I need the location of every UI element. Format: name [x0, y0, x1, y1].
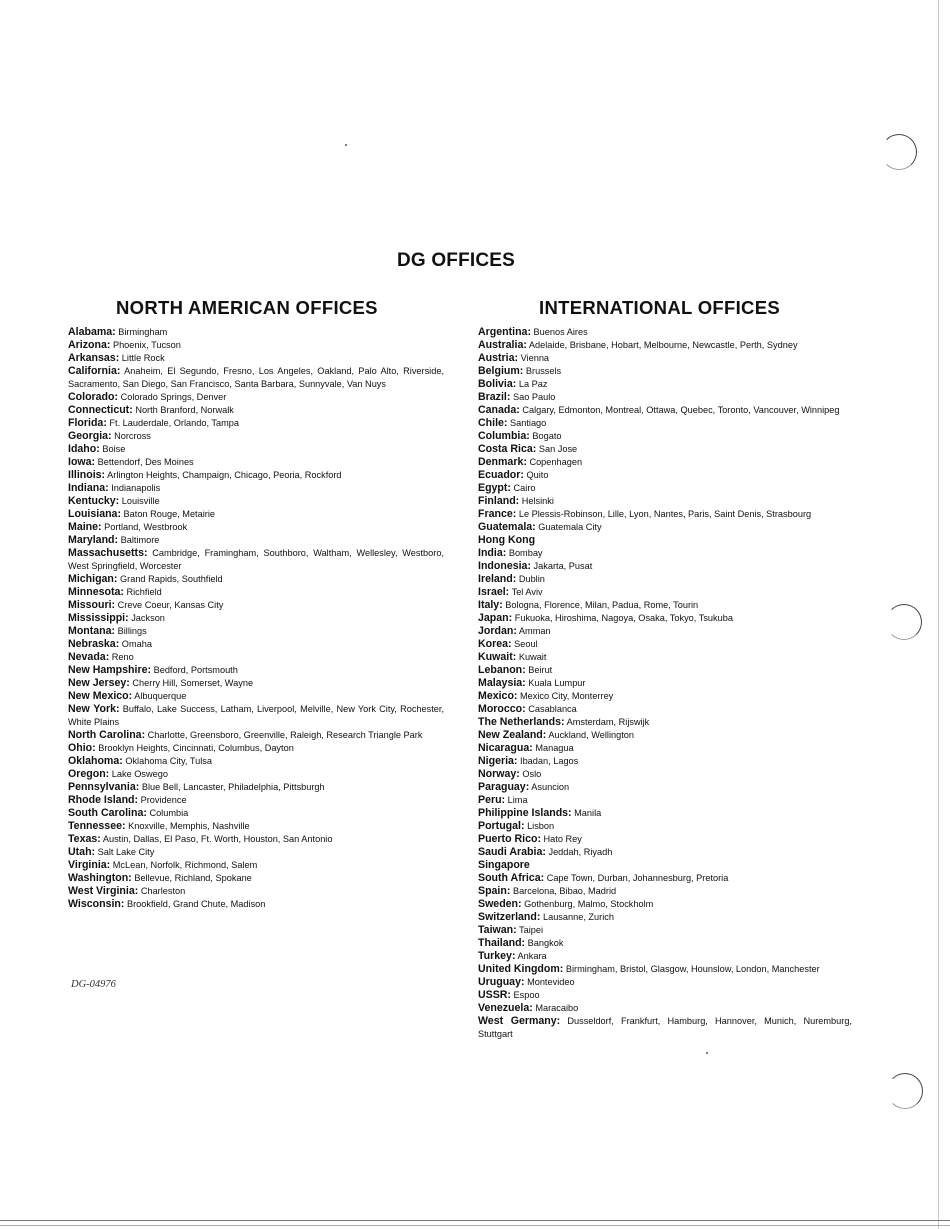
- office-location-name: Rhode Island:: [68, 794, 139, 806]
- office-location-name: Maine:: [68, 521, 102, 533]
- office-entry: [478, 560, 852, 573]
- office-location-name: Sweden:: [478, 898, 522, 910]
- office-entry: [68, 417, 444, 430]
- office-location-name: Kuwait:: [478, 651, 517, 663]
- office-location-name: Georgia:: [68, 430, 112, 442]
- office-cities: Dusseldorf, Frankfurt, Hamburg, Hannover, Munich, Nuremburg, Stuttgart: [478, 1016, 852, 1039]
- office-location-name: Philippine Islands:: [478, 807, 572, 819]
- office-location-name: Wisconsin:: [68, 898, 125, 910]
- office-entry: [478, 599, 852, 612]
- office-location-name: Mexico:: [478, 690, 518, 702]
- office-entry: [68, 326, 444, 339]
- office-location-name: Virginia:: [68, 859, 111, 871]
- office-cities: Hato Rey: [543, 834, 582, 844]
- office-location-name: United Kingdom:: [478, 963, 564, 975]
- office-cities: Bombay: [508, 548, 543, 558]
- office-entry: [68, 807, 444, 820]
- office-cities: Taipei: [519, 925, 544, 935]
- office-location-name: Puerto Rico:: [478, 833, 541, 845]
- office-location-name: Belgium:: [478, 365, 524, 377]
- office-cities: Lake Oswego: [111, 769, 168, 779]
- office-entry: [478, 573, 852, 586]
- office-cities: Barcelona, Bibao, Madrid: [512, 886, 617, 896]
- office-entry: [478, 820, 852, 833]
- office-location-name: Bolivia:: [478, 378, 517, 390]
- office-location-name: Tennessee:: [68, 820, 126, 832]
- office-cities: Ibadan, Lagos: [520, 756, 579, 766]
- office-entry: [478, 508, 852, 521]
- office-cities: Espoo: [513, 990, 540, 1000]
- office-cities: Auckland, Wellington: [548, 730, 634, 740]
- office-cities: Le Plessis-Robinson, Lille, Lyon, Nantes, Paris, Saint Denis, Strasbourg: [518, 509, 812, 519]
- office-location-name: Brazil:: [478, 391, 511, 403]
- office-entry: [478, 339, 852, 352]
- office-cities: Charlotte, Greensboro, Greenville, Raleigh, Research Triangle Park: [147, 730, 423, 740]
- office-entry: [478, 924, 852, 937]
- office-location-name: South Africa:: [478, 872, 545, 884]
- office-cities: Kuala Lumpur: [528, 678, 586, 688]
- office-entry: [68, 391, 444, 404]
- office-location-name: Costa Rica:: [478, 443, 537, 455]
- office-entry: [478, 833, 852, 846]
- office-entry: [478, 1015, 852, 1041]
- office-entry: [68, 534, 444, 547]
- office-cities: Bologna, Florence, Milan, Padua, Rome, Tourin: [505, 600, 699, 610]
- office-location-name: Utah:: [68, 846, 96, 858]
- office-entry: [478, 859, 852, 872]
- office-cities: Montevideo: [527, 977, 575, 987]
- office-cities: Mexico City, Monterrey: [520, 691, 614, 701]
- north-american-office-list: [68, 326, 444, 911]
- office-cities: Managua: [535, 743, 574, 753]
- office-entry: [68, 456, 444, 469]
- office-entry: [478, 404, 852, 417]
- office-cities: Calgary, Edmonton, Montreal, Ottawa, Quebec, Toronto, Vancouver, Winnipeg: [522, 405, 840, 415]
- office-cities: Asuncion: [531, 782, 570, 792]
- office-entry: [68, 352, 444, 365]
- office-location-name: Israel:: [478, 586, 510, 598]
- office-cities: Birmingham: [118, 327, 168, 337]
- punch-hole-bottom: [887, 1073, 923, 1109]
- office-cities: Ankara: [517, 951, 547, 961]
- office-location-name: Colorado:: [68, 391, 119, 403]
- office-entry: [478, 872, 852, 885]
- office-cities: Lisbon: [527, 821, 555, 831]
- office-entry: [68, 638, 444, 651]
- office-cities: Birmingham, Bristol, Glasgow, Hounslow, London, Manchester: [565, 964, 820, 974]
- office-entry: [478, 547, 852, 560]
- office-entry: [478, 482, 852, 495]
- office-location-name: New York:: [68, 703, 120, 715]
- office-entry: [478, 378, 852, 391]
- office-entry: [478, 742, 852, 755]
- office-cities: Brooklyn Heights, Cincinnati, Columbus, Dayton: [98, 743, 294, 753]
- office-entry: [478, 365, 852, 378]
- office-entry: [68, 768, 444, 781]
- office-location-name: Australia:: [478, 339, 527, 351]
- office-cities: Lausanne, Zurich: [542, 912, 614, 922]
- office-cities: Anaheim, El Segundo, Fresno, Los Angeles, Oakland, Palo Alto, Riverside, Sacramento, San Diego, San Francisco, Santa Barbara, Sunnyvale, Van Nuys: [68, 366, 444, 389]
- office-cities: Sao Paulo: [512, 392, 556, 402]
- office-cities: Beirut: [528, 665, 553, 675]
- office-entry: [68, 729, 444, 742]
- office-location-name: Nebraska:: [68, 638, 120, 650]
- office-cities: Kuwait: [518, 652, 547, 662]
- office-entry: [68, 846, 444, 859]
- office-cities: Billings: [117, 626, 147, 636]
- office-location-name: Hong Kong: [478, 534, 536, 546]
- office-location-name: Iowa:: [68, 456, 96, 468]
- north-american-heading: NORTH AMERICAN OFFICES: [116, 297, 378, 318]
- office-cities: Grand Rapids, Southfield: [120, 574, 223, 584]
- office-cities: Copenhagen: [529, 457, 583, 467]
- office-cities: Fukuoka, Hiroshima, Nagoya, Osaka, Tokyo, Tsukuba: [514, 613, 733, 623]
- office-cities: Little Rock: [121, 353, 165, 363]
- office-cities: Baltimore: [120, 535, 160, 545]
- office-location-name: Columbia:: [478, 430, 530, 442]
- office-location-name: Korea:: [478, 638, 512, 650]
- office-entry: [68, 651, 444, 664]
- office-entry: [478, 989, 852, 1002]
- office-cities: Louisville: [121, 496, 160, 506]
- office-location-name: Paraguay:: [478, 781, 530, 793]
- office-cities: Bangkok: [527, 938, 564, 948]
- office-entry: [68, 898, 444, 911]
- office-location-name: Missouri:: [68, 599, 116, 611]
- office-cities: San Jose: [538, 444, 578, 454]
- office-location-name: Uruguay:: [478, 976, 525, 988]
- office-cities: Boise: [102, 444, 126, 454]
- office-cities: Amsterdam, Rijswijk: [566, 717, 650, 727]
- office-location-name: Switzerland:: [478, 911, 541, 923]
- office-cities: Buenos Aires: [533, 327, 588, 337]
- page-bottom-edge: [0, 1220, 950, 1226]
- office-entry: [478, 794, 852, 807]
- office-location-name: France:: [478, 508, 517, 520]
- office-entry: [68, 339, 444, 352]
- office-location-name: Nevada:: [68, 651, 110, 663]
- office-cities: Oslo: [522, 769, 542, 779]
- office-location-name: California:: [68, 365, 121, 377]
- office-cities: Maracaibo: [535, 1003, 579, 1013]
- office-cities: La Paz: [518, 379, 548, 389]
- office-cities: Austin, Dallas, El Paso, Ft. Worth, Houston, San Antonio: [102, 834, 333, 844]
- office-entry: [68, 586, 444, 599]
- office-entry: [478, 807, 852, 820]
- office-entry: [478, 430, 852, 443]
- office-location-name: Guatemala:: [478, 521, 536, 533]
- office-cities: Omaha: [121, 639, 152, 649]
- scan-speck: [706, 1052, 708, 1054]
- office-location-name: Ecuador:: [478, 469, 524, 481]
- office-location-name: North Carolina:: [68, 729, 146, 741]
- office-location-name: Saudi Arabia:: [478, 846, 546, 858]
- office-location-name: New Hampshire:: [68, 664, 152, 676]
- office-cities: Indianapolis: [111, 483, 161, 493]
- office-entry: [68, 430, 444, 443]
- office-location-name: New Mexico:: [68, 690, 133, 702]
- scan-speck: [345, 144, 347, 146]
- office-entry: [68, 885, 444, 898]
- office-location-name: Chile:: [478, 417, 508, 429]
- office-entry: [478, 326, 852, 339]
- office-entry: [478, 768, 852, 781]
- office-entry: [478, 638, 852, 651]
- office-location-name: Finland:: [478, 495, 520, 507]
- office-location-name: Maryland:: [68, 534, 119, 546]
- office-location-name: USSR:: [478, 989, 511, 1001]
- office-location-name: Arizona:: [68, 339, 111, 351]
- office-entry: [68, 859, 444, 872]
- office-entry: [68, 742, 444, 755]
- office-location-name: Kentucky:: [68, 495, 120, 507]
- office-entry: [478, 898, 852, 911]
- office-entry: [68, 872, 444, 885]
- office-location-name: Nicaragua:: [478, 742, 533, 754]
- office-location-name: Nigeria:: [478, 755, 518, 767]
- office-cities: Cairo: [513, 483, 536, 493]
- office-entry: [478, 1002, 852, 1015]
- punch-hole-top: [881, 134, 917, 170]
- office-entry: [478, 885, 852, 898]
- office-location-name: Ohio:: [68, 742, 96, 754]
- office-location-name: West Virginia:: [68, 885, 139, 897]
- office-location-name: Pennsylvania:: [68, 781, 140, 793]
- office-entry: [478, 443, 852, 456]
- office-entry: [478, 729, 852, 742]
- office-entry: [478, 352, 852, 365]
- office-location-name: New Jersey:: [68, 677, 130, 689]
- office-entry: [68, 755, 444, 768]
- office-location-name: Alabama:: [68, 326, 116, 338]
- office-cities: Baton Rouge, Metairie: [123, 509, 215, 519]
- office-cities: Amman: [518, 626, 551, 636]
- office-cities: Brookfield, Grand Chute, Madison: [126, 899, 266, 909]
- office-entry: [68, 508, 444, 521]
- office-location-name: Morocco:: [478, 703, 526, 715]
- office-location-name: Egypt:: [478, 482, 511, 494]
- office-location-name: Austria:: [478, 352, 519, 364]
- office-location-name: Norway:: [478, 768, 520, 780]
- office-cities: Ft. Lauderdale, Orlando, Tampa: [109, 418, 239, 428]
- office-cities: Guatemala City: [538, 522, 602, 532]
- office-location-name: Venezuela:: [478, 1002, 533, 1014]
- office-location-name: Idaho:: [68, 443, 100, 455]
- office-entry: [478, 651, 852, 664]
- office-entry: [478, 625, 852, 638]
- office-cities: Cape Town, Durban, Johannesburg, Pretoria: [546, 873, 729, 883]
- office-location-name: Singapore: [478, 859, 530, 871]
- office-entry: [68, 547, 444, 573]
- office-entry: [478, 690, 852, 703]
- office-entry: [68, 469, 444, 482]
- punch-hole-middle: [886, 604, 922, 640]
- office-entry: [68, 703, 444, 729]
- office-cities: Knoxville, Memphis, Nashville: [128, 821, 250, 831]
- office-cities: Gothenburg, Malmo, Stockholm: [524, 899, 654, 909]
- international-office-list: [478, 326, 852, 1041]
- office-entry: [478, 586, 852, 599]
- office-entry: [68, 781, 444, 794]
- office-cities: Bettendorf, Des Moines: [97, 457, 194, 467]
- office-location-name: Ireland:: [478, 573, 517, 585]
- office-cities: Jakarta, Pusat: [533, 561, 593, 571]
- office-cities: Salt Lake City: [97, 847, 155, 857]
- office-entry: [68, 690, 444, 703]
- office-cities: Santiago: [510, 418, 547, 428]
- office-location-name: South Carolina:: [68, 807, 147, 819]
- office-location-name: Japan:: [478, 612, 513, 624]
- office-cities: Helsinki: [521, 496, 554, 506]
- office-entry: [478, 534, 852, 547]
- office-cities: Creve Coeur, Kansas City: [117, 600, 224, 610]
- office-entry: [478, 755, 852, 768]
- office-cities: Vienna: [520, 353, 550, 363]
- office-location-name: Canada:: [478, 404, 520, 416]
- office-entry: [478, 677, 852, 690]
- office-cities: Casablanca: [528, 704, 577, 714]
- office-cities: Colorado Springs, Denver: [120, 392, 227, 402]
- office-cities: Reno: [111, 652, 134, 662]
- office-location-name: Mississippi:: [68, 612, 129, 624]
- office-entry: [478, 469, 852, 482]
- office-cities: Columbia: [149, 808, 189, 818]
- office-entry: [478, 937, 852, 950]
- office-entry: [478, 716, 852, 729]
- office-location-name: Taiwan:: [478, 924, 517, 936]
- office-entry: [478, 911, 852, 924]
- office-cities: Richfield: [126, 587, 162, 597]
- office-cities: Arlington Heights, Champaign, Chicago, Peoria, Rockford: [107, 470, 342, 480]
- office-entry: [478, 703, 852, 716]
- office-location-name: Peru:: [478, 794, 506, 806]
- office-cities: Brussels: [525, 366, 562, 376]
- office-location-name: Louisiana:: [68, 508, 121, 520]
- office-entry: [478, 781, 852, 794]
- office-entry: [478, 495, 852, 508]
- office-entry: [68, 612, 444, 625]
- office-cities: McLean, Norfolk, Richmond, Salem: [112, 860, 258, 870]
- document-id: DG-04976: [71, 979, 116, 990]
- office-cities: Lima: [507, 795, 528, 805]
- office-location-name: New Zealand:: [478, 729, 547, 741]
- office-entry: [478, 391, 852, 404]
- office-location-name: Massachusetts:: [68, 547, 148, 559]
- office-cities: Cambridge, Framingham, Southboro, Waltham, Wellesley, Westboro, West Springfield, Worcester: [68, 548, 444, 571]
- office-location-name: Florida:: [68, 417, 107, 429]
- office-cities: North Branford, Norwalk: [135, 405, 234, 415]
- office-location-name: Thailand:: [478, 937, 526, 949]
- office-cities: Albuquerque: [134, 691, 187, 701]
- office-entry: [68, 664, 444, 677]
- office-location-name: Denmark:: [478, 456, 527, 468]
- office-cities: Jackson: [131, 613, 165, 623]
- office-cities: Quito: [526, 470, 549, 480]
- office-cities: Cherry Hill, Somerset, Wayne: [132, 678, 254, 688]
- office-entry: [68, 482, 444, 495]
- office-location-name: Spain:: [478, 885, 511, 897]
- office-entry: [478, 417, 852, 430]
- office-cities: Manila: [574, 808, 602, 818]
- office-cities: Charleston: [140, 886, 186, 896]
- office-entry: [68, 404, 444, 417]
- office-location-name: Connecticut:: [68, 404, 133, 416]
- office-entry: [68, 794, 444, 807]
- office-location-name: Washington:: [68, 872, 132, 884]
- office-location-name: West Germany:: [478, 1015, 561, 1027]
- office-cities: Seoul: [514, 639, 538, 649]
- office-entry: [68, 625, 444, 638]
- page-right-edge: [938, 0, 939, 1229]
- office-location-name: Arkansas:: [68, 352, 120, 364]
- office-entry: [478, 664, 852, 677]
- office-entry: [68, 833, 444, 846]
- office-location-name: Turkey:: [478, 950, 516, 962]
- office-location-name: Portugal:: [478, 820, 525, 832]
- office-cities: Bogato: [532, 431, 562, 441]
- office-entry: [478, 950, 852, 963]
- page-title: DG OFFICES: [396, 250, 516, 271]
- office-cities: Dublin: [518, 574, 545, 584]
- office-cities: Providence: [140, 795, 187, 805]
- office-location-name: Texas:: [68, 833, 101, 845]
- office-cities: Phoenix, Tucson: [112, 340, 181, 350]
- office-entry: [68, 573, 444, 586]
- international-heading: INTERNATIONAL OFFICES: [539, 297, 780, 318]
- office-entry: [478, 612, 852, 625]
- office-location-name: Illinois:: [68, 469, 106, 481]
- office-location-name: Indiana:: [68, 482, 109, 494]
- office-cities: Tel Aviv: [511, 587, 543, 597]
- office-entry: [478, 521, 852, 534]
- office-cities: Norcross: [114, 431, 151, 441]
- office-entry: [68, 365, 444, 391]
- office-entry: [478, 846, 852, 859]
- office-location-name: Jordan:: [478, 625, 517, 637]
- office-location-name: Montana:: [68, 625, 116, 637]
- office-location-name: Michigan:: [68, 573, 118, 585]
- office-location-name: Italy:: [478, 599, 503, 611]
- office-entry: [68, 599, 444, 612]
- office-location-name: Oregon:: [68, 768, 110, 780]
- office-entry: [68, 495, 444, 508]
- office-entry: [68, 521, 444, 534]
- office-cities: Adelaide, Brisbane, Hobart, Melbourne, Newcastle, Perth, Sydney: [528, 340, 798, 350]
- office-location-name: Lebanon:: [478, 664, 526, 676]
- office-cities: Buffalo, Lake Success, Latham, Liverpool, Melville, New York City, Rochester, White Plains: [68, 704, 445, 727]
- office-location-name: The Netherlands:: [478, 716, 565, 728]
- office-location-name: Minnesota:: [68, 586, 124, 598]
- office-entry: [478, 456, 852, 469]
- office-location-name: Indonesia:: [478, 560, 531, 572]
- office-location-name: Oklahoma:: [68, 755, 123, 767]
- office-cities: Jeddah, Riyadh: [548, 847, 613, 857]
- office-cities: Portland, Westbrook: [104, 522, 188, 532]
- office-cities: Bellevue, Richland, Spokane: [134, 873, 252, 883]
- office-cities: Bedford, Portsmouth: [153, 665, 238, 675]
- office-cities: Oklahoma City, Tulsa: [125, 756, 212, 766]
- office-cities: Blue Bell, Lancaster, Philadelphia, Pittsburgh: [141, 782, 325, 792]
- office-entry: [478, 976, 852, 989]
- office-location-name: India:: [478, 547, 507, 559]
- office-entry: [478, 963, 852, 976]
- office-location-name: Malaysia:: [478, 677, 526, 689]
- office-location-name: Argentina:: [478, 326, 531, 338]
- office-entry: [68, 443, 444, 456]
- office-entry: [68, 820, 444, 833]
- office-entry: [68, 677, 444, 690]
